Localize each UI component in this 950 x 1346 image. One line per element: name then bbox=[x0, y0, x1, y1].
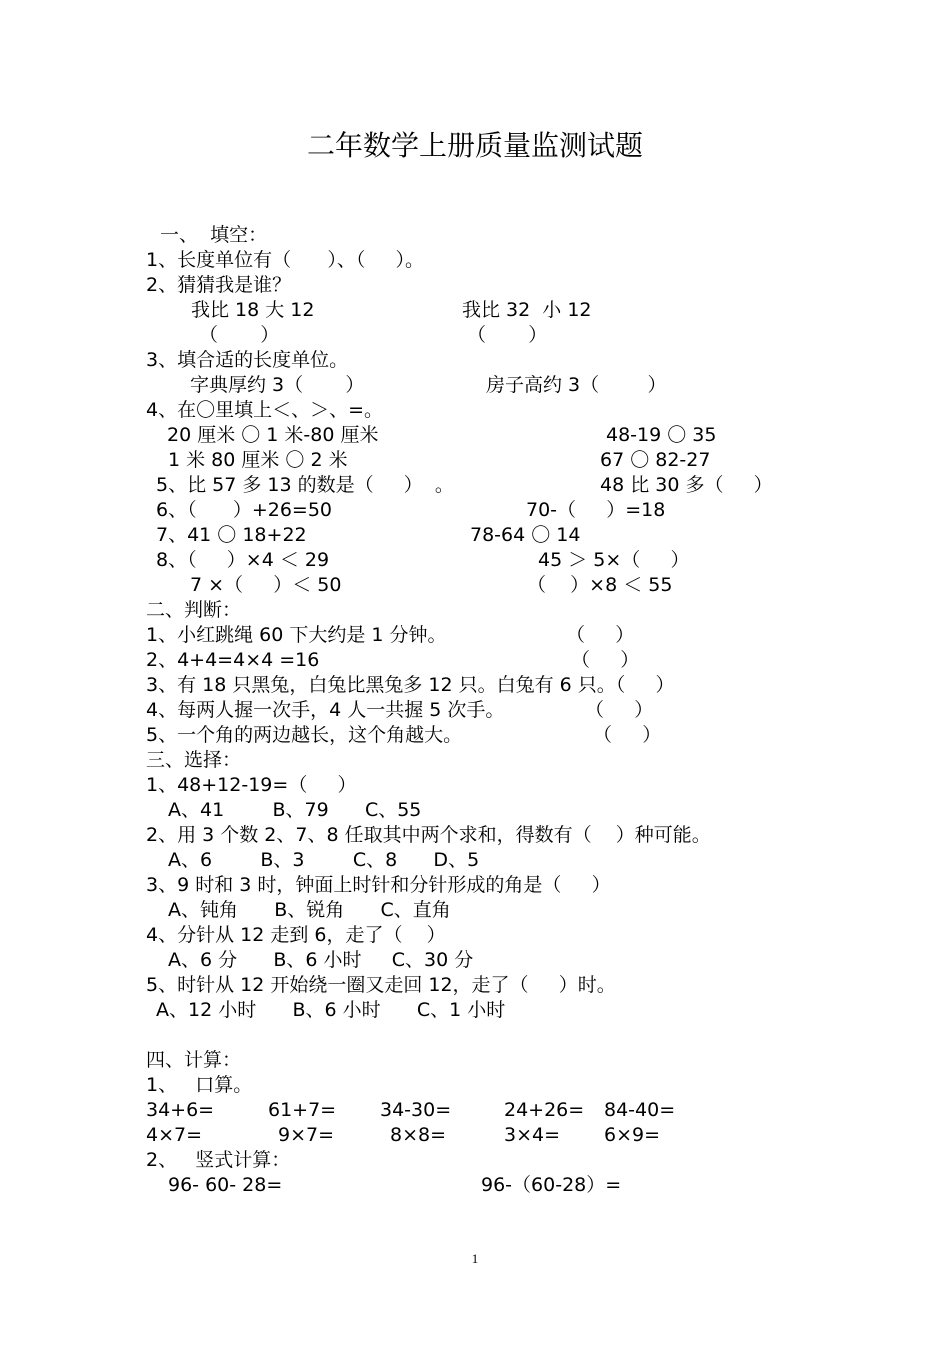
section-2-heading: 二、判断： bbox=[146, 599, 242, 621]
s3-q1-options: A、41 B、79 C、55 bbox=[168, 799, 422, 821]
s1-question-4: 4、在〇里填上＜、＞、=。 bbox=[146, 399, 384, 421]
section-4-heading: 四、计算： bbox=[146, 1049, 242, 1071]
s1-q8-c: 7 ×（ ）＜ 50 bbox=[190, 574, 342, 596]
oral-calc-item: 6×9= bbox=[604, 1124, 661, 1146]
vertical-calc-a: 96- 60- 28= bbox=[168, 1174, 283, 1196]
s1-q2-left: 我比 18 大 12 bbox=[191, 299, 315, 321]
s1-q6-right: 70-（ ）=18 bbox=[526, 499, 666, 521]
s1-question-6: 6、（ ）+26=50 bbox=[156, 499, 333, 521]
s1-q2-right-blank: （ ） bbox=[467, 324, 548, 346]
page-number: 1 bbox=[471, 1251, 479, 1266]
s1-q4-b: 48-19 〇 35 bbox=[606, 424, 717, 446]
oral-calc-item: 34-30= bbox=[380, 1099, 452, 1121]
s3-question-1: 1、48+12-19=（ ） bbox=[146, 774, 357, 796]
oral-calc-item: 61+7= bbox=[268, 1099, 337, 1121]
s2-q5-blank: （ ） bbox=[593, 724, 662, 746]
s4-question-2: 2、 竖式计算： bbox=[146, 1149, 291, 1171]
s4-question-1: 1、 口算。 bbox=[146, 1074, 253, 1096]
oral-calc-item: 84-40= bbox=[604, 1099, 676, 1121]
s3-q3-options: A、钝角 B、锐角 C、直角 bbox=[168, 899, 451, 921]
s2-q4-blank: （ ） bbox=[585, 699, 654, 721]
s1-q2-right: 我比 32 小 12 bbox=[462, 299, 592, 321]
s1-q8-right: 45 ＞ 5×（ ） bbox=[538, 549, 690, 571]
s2-question-4: 4、每两人握一次手，4 人一共握 5 次手。 bbox=[146, 699, 505, 721]
oral-calc-item: 4×7= bbox=[146, 1124, 203, 1146]
s1-question-7: 7、41 〇 18+22 bbox=[156, 524, 307, 546]
page-title: 二年数学上册质量监测试题 bbox=[306, 129, 643, 162]
s3-question-2: 2、用 3 个数 2、7、8 任取其中两个求和，得数有（ ）种可能。 bbox=[146, 824, 711, 846]
s1-question-1: 1、长度单位有（ ）、（ ）。 bbox=[146, 249, 425, 271]
oral-calc-item: 8×8= bbox=[390, 1124, 447, 1146]
s1-q3-left: 字典厚约 3（ ） bbox=[190, 374, 365, 396]
s2-question-5: 5、一个角的两边越长，这个角越大。 bbox=[146, 724, 463, 746]
section-3-heading: 三、选择： bbox=[146, 749, 242, 771]
s3-q4-options: A、6 分 B、6 小时 C、30 分 bbox=[168, 949, 474, 971]
s3-question-4: 4、分针从 12 走到 6，走了（ ） bbox=[146, 924, 446, 946]
s1-q5-right: 48 比 30 多（ ） bbox=[600, 474, 773, 496]
oral-calc-item: 9×7= bbox=[278, 1124, 335, 1146]
oral-calc-item: 34+6= bbox=[146, 1099, 215, 1121]
s1-q3-right: 房子高约 3（ ） bbox=[486, 374, 667, 396]
s2-question-2: 2、4+4=4×4 =16 bbox=[146, 649, 320, 671]
s1-q7-right: 78-64 〇 14 bbox=[470, 524, 581, 546]
s2-q1-blank: （ ） bbox=[566, 624, 635, 646]
s3-question-5: 5、时针从 12 开始绕一圈又走回 12，走了（ ）时。 bbox=[146, 974, 616, 996]
s2-q2-blank: （ ） bbox=[571, 649, 640, 671]
s3-question-3: 3、9 时和 3 时，钟面上时针和分针形成的角是（ ） bbox=[146, 874, 611, 896]
s2-question-3: 3、有 18 只黑兔，白兔比黑兔多 12 只。白兔有 6 只。（ ） bbox=[146, 674, 675, 696]
s1-question-5: 5、比 57 多 13 的数是（ ） 。 bbox=[156, 474, 454, 496]
oral-calc-item: 24+26= bbox=[504, 1099, 585, 1121]
s2-question-1: 1、小红跳绳 60 下大约是 1 分钟。 bbox=[146, 624, 447, 646]
s1-q4-a: 20 厘米 〇 1 米-80 厘米 bbox=[167, 424, 379, 446]
s1-q4-c: 1 米 80 厘米 〇 2 米 bbox=[168, 449, 348, 471]
s1-q2-left-blank: （ ） bbox=[199, 324, 280, 346]
vertical-calc-b: 96-（60-28）= bbox=[481, 1174, 622, 1196]
section-1-heading: 一、 填空： bbox=[160, 224, 268, 246]
s1-question-2: 2、猜猜我是谁？ bbox=[146, 274, 292, 296]
s3-q5-options: A、12 小时 B、6 小时 C、1 小时 bbox=[156, 999, 506, 1021]
s3-q2-options: A、6 B、3 C、8 D、5 bbox=[168, 849, 480, 871]
s1-q8-d: （ ）×8 ＜ 55 bbox=[527, 574, 673, 596]
s1-question-3: 3、填合适的长度单位。 bbox=[146, 349, 349, 371]
s1-q4-d: 67 〇 82-27 bbox=[600, 449, 711, 471]
s1-question-8: 8、（ ）×4 ＜ 29 bbox=[156, 549, 330, 571]
oral-calc-item: 3×4= bbox=[504, 1124, 561, 1146]
